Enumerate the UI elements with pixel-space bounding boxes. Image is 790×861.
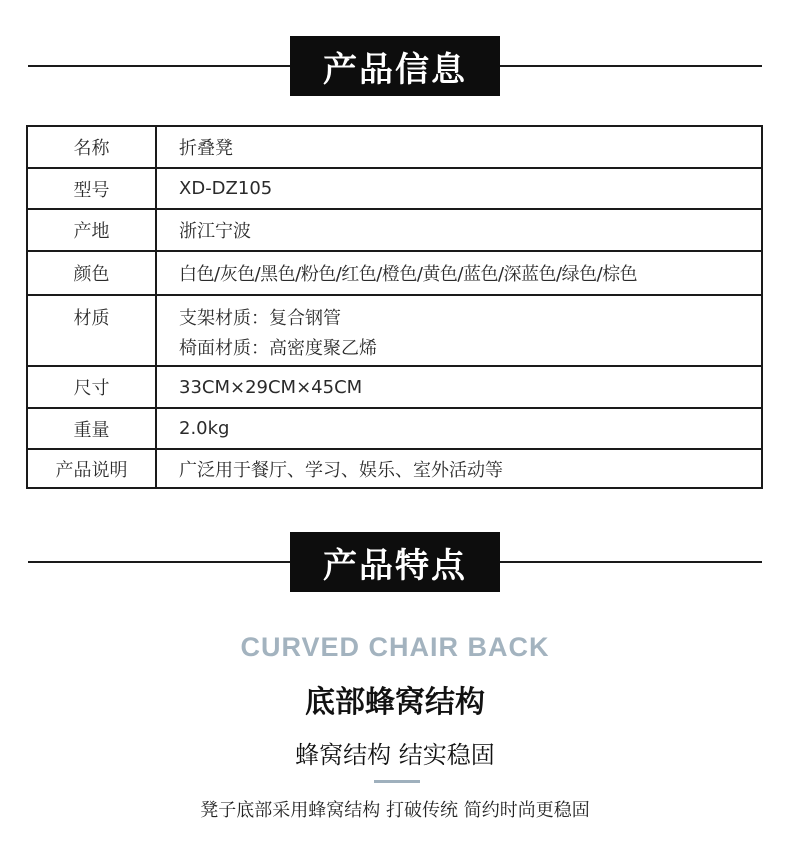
product-info-table xyxy=(26,125,763,489)
header-divider-right xyxy=(500,65,762,67)
table-row-name xyxy=(27,126,762,168)
row-value: 白色/灰色/黑色/粉色/红色/橙色/黄色/蓝色/深蓝色/绿色/棕色 xyxy=(156,251,762,295)
product-info-header xyxy=(0,36,790,96)
row-value: 广泛用于餐厅、学习、娱乐、室外活动等 xyxy=(156,449,762,488)
header-divider-left xyxy=(28,65,290,67)
feature-chinese-title: 底部蜂窝结构 xyxy=(305,685,485,720)
table-row-color xyxy=(27,251,762,295)
row-label: 产地 xyxy=(27,209,156,251)
table-row-origin xyxy=(27,209,762,251)
row-value: XD-DZ105 xyxy=(156,168,762,209)
row-value xyxy=(156,295,762,366)
table-row-weight xyxy=(27,408,762,449)
row-label: 颜色 xyxy=(27,251,156,295)
row-value: 2.0kg xyxy=(156,408,762,449)
feature-english-title: CURVED CHAIR BACK xyxy=(240,632,550,662)
product-features-header xyxy=(0,532,790,592)
accent-divider xyxy=(374,780,420,783)
row-label: 重量 xyxy=(27,408,156,449)
row-label: 名称 xyxy=(27,126,156,168)
row-label: 产品说明 xyxy=(27,449,156,488)
row-label: 材质 xyxy=(27,295,156,366)
table-row-material xyxy=(27,295,762,366)
row-value: 折叠凳 xyxy=(156,126,762,168)
feature-subtitle: 蜂窝结构 结实稳固 xyxy=(295,741,495,769)
header-divider-right xyxy=(500,561,762,563)
row-label: 尺寸 xyxy=(27,366,156,408)
material-line-frame: 支架材质：复合钢管 xyxy=(179,308,341,329)
table-row-model xyxy=(27,168,762,209)
product-features-title: 产品特点 xyxy=(290,532,500,592)
row-label: 型号 xyxy=(27,168,156,209)
table-row-description xyxy=(27,449,762,488)
table-row-size xyxy=(27,366,762,408)
product-info-title: 产品信息 xyxy=(290,36,500,96)
row-value: 33CM×29CM×45CM xyxy=(156,366,762,408)
row-value: 浙江宁波 xyxy=(156,209,762,251)
feature-description: 凳子底部采用蜂窝结构 打破传统 简约时尚更稳固 xyxy=(200,800,590,821)
material-line-seat: 椅面材质：高密度聚乙烯 xyxy=(179,338,377,359)
header-divider-left xyxy=(28,561,290,563)
